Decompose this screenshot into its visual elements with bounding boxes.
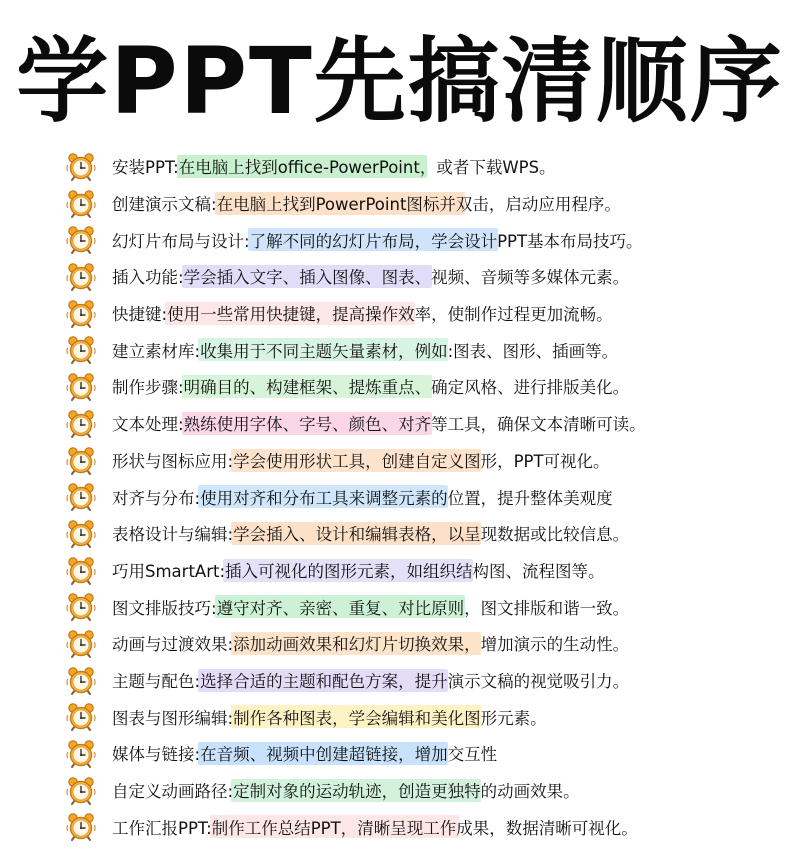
item-description: 添加动画效果和幻灯片切换效果，增加演示的生动性。	[233, 635, 630, 655]
item-label: 表格设计与编辑:	[112, 525, 234, 545]
tips-list	[0, 148, 800, 845]
alarm-clock-icon	[66, 519, 96, 549]
item-text	[112, 295, 613, 332]
alarm-clock-icon	[66, 592, 96, 622]
alarm-clock-icon	[66, 702, 96, 732]
list-item	[0, 442, 800, 479]
item-text	[112, 698, 547, 735]
item-label: 建立素材库:	[112, 341, 201, 361]
item-label: 动画与过渡效果:	[112, 635, 234, 655]
page-title: 学PPT先搞清顺序	[16, 28, 784, 135]
alarm-clock-icon	[66, 556, 96, 586]
item-text	[112, 221, 643, 258]
item-label: 图表与图形编辑:	[112, 708, 234, 728]
item-text	[112, 772, 580, 809]
list-item	[0, 478, 800, 515]
alarm-clock-icon	[66, 189, 96, 219]
item-description: 明确目的、构建框架、提炼重点、确定风格、进行排版美化。	[183, 378, 630, 398]
list-item	[0, 552, 800, 589]
list-item	[0, 258, 800, 295]
item-label: 文本处理:	[112, 415, 184, 435]
alarm-clock-icon	[66, 409, 96, 439]
list-item	[0, 405, 800, 442]
item-description: 收集用于不同主题矢量素材，例如:图表、图形、插画等。	[200, 341, 619, 361]
item-label: 幻灯片布局与设计:	[112, 231, 250, 251]
item-label: 工作汇报PPT:	[112, 818, 212, 838]
list-item	[0, 221, 800, 258]
list-item	[0, 368, 800, 405]
item-label: 图文排版技巧:	[112, 598, 217, 618]
item-label: 插入功能:	[112, 268, 184, 288]
alarm-clock-icon	[66, 225, 96, 255]
item-text	[112, 588, 629, 625]
item-description: 学会使用形状工具，创建自定义图形，PPT可视化。	[233, 451, 610, 471]
list-item	[0, 331, 800, 368]
list-item	[0, 185, 800, 222]
item-label: 巧用SmartArt:	[112, 561, 226, 581]
item-description: 在电脑上找到office-PowerPoint，或者下载WPS。	[178, 158, 556, 178]
alarm-clock-icon	[66, 152, 96, 182]
item-description: 在音频、视频中创建超链接，增加交互性	[200, 745, 498, 765]
item-description: 定制对象的运动轨迹，创造更独特的动画效果。	[233, 782, 580, 802]
item-text	[112, 552, 605, 589]
list-item	[0, 772, 800, 809]
list-item	[0, 625, 800, 662]
item-description: 在电脑上找到PowerPoint图标并双击，启动应用程序。	[216, 195, 621, 215]
item-text	[112, 442, 610, 479]
alarm-clock-icon	[66, 262, 96, 292]
item-text	[112, 735, 497, 772]
list-item	[0, 588, 800, 625]
list-item	[0, 808, 800, 845]
list-item	[0, 735, 800, 772]
item-text	[112, 662, 629, 699]
alarm-clock-icon	[66, 335, 96, 365]
alarm-clock-icon	[66, 629, 96, 659]
item-description: 熟练使用字体、字号、颜色、对齐等工具，确保文本清晰可读。	[183, 415, 646, 435]
list-item	[0, 295, 800, 332]
item-description: 制作工作总结PPT，清晰呈现工作成果，数据清晰可视化。	[211, 818, 638, 838]
item-label: 快捷键:	[112, 305, 168, 325]
item-description: 了解不同的幻灯片布局，学会设计PPT基本布局技巧。	[249, 231, 643, 251]
item-text	[112, 808, 638, 845]
list-item	[0, 148, 800, 185]
item-label: 制作步骤:	[112, 378, 184, 398]
alarm-clock-icon	[66, 812, 96, 842]
alarm-clock-icon	[66, 372, 96, 402]
item-text	[112, 405, 646, 442]
item-description: 使用一些常用快捷键，提高操作效率，使制作过程更加流畅。	[167, 305, 613, 325]
item-text	[112, 625, 629, 662]
alarm-clock-icon	[66, 482, 96, 512]
list-item	[0, 698, 800, 735]
item-description: 制作各种图表，学会编辑和美化图形元素。	[233, 708, 547, 728]
item-text	[112, 478, 613, 515]
item-label: 主题与配色:	[112, 671, 201, 691]
item-label: 自定义动画路径:	[112, 782, 234, 802]
item-text	[112, 368, 629, 405]
alarm-clock-icon	[66, 776, 96, 806]
item-description: 学会插入、设计和编辑表格，以呈现数据或比较信息。	[233, 525, 630, 545]
item-label: 对齐与分布:	[112, 488, 201, 508]
alarm-clock-icon	[66, 666, 96, 696]
list-item	[0, 662, 800, 699]
item-description: 选择合适的主题和配色方案，提升演示文稿的视觉吸引力。	[200, 671, 630, 691]
alarm-clock-icon	[66, 299, 96, 329]
item-description: 遵守对齐、亲密、重复、对比原则，图文排版和谐一致。	[216, 598, 630, 618]
item-label: 安装PPT:	[112, 158, 179, 178]
item-description: 使用对齐和分布工具来调整元素的位置，提升整体美观度	[200, 488, 613, 508]
item-description: 学会插入文字、插入图像、图表、视频、音频等多媒体元素。	[183, 268, 630, 288]
item-label: 形状与图标应用:	[112, 451, 234, 471]
item-text	[112, 148, 556, 185]
item-text	[112, 258, 629, 295]
item-description: 插入可视化的图形元素，如组织结构图、流程图等。	[225, 561, 605, 581]
alarm-clock-icon	[66, 446, 96, 476]
list-item	[0, 515, 800, 552]
item-text	[112, 331, 618, 368]
item-text	[112, 515, 629, 552]
item-text	[112, 185, 621, 222]
item-label: 媒体与链接:	[112, 745, 201, 765]
alarm-clock-icon	[66, 739, 96, 769]
item-label: 创建演示文稿:	[112, 195, 217, 215]
